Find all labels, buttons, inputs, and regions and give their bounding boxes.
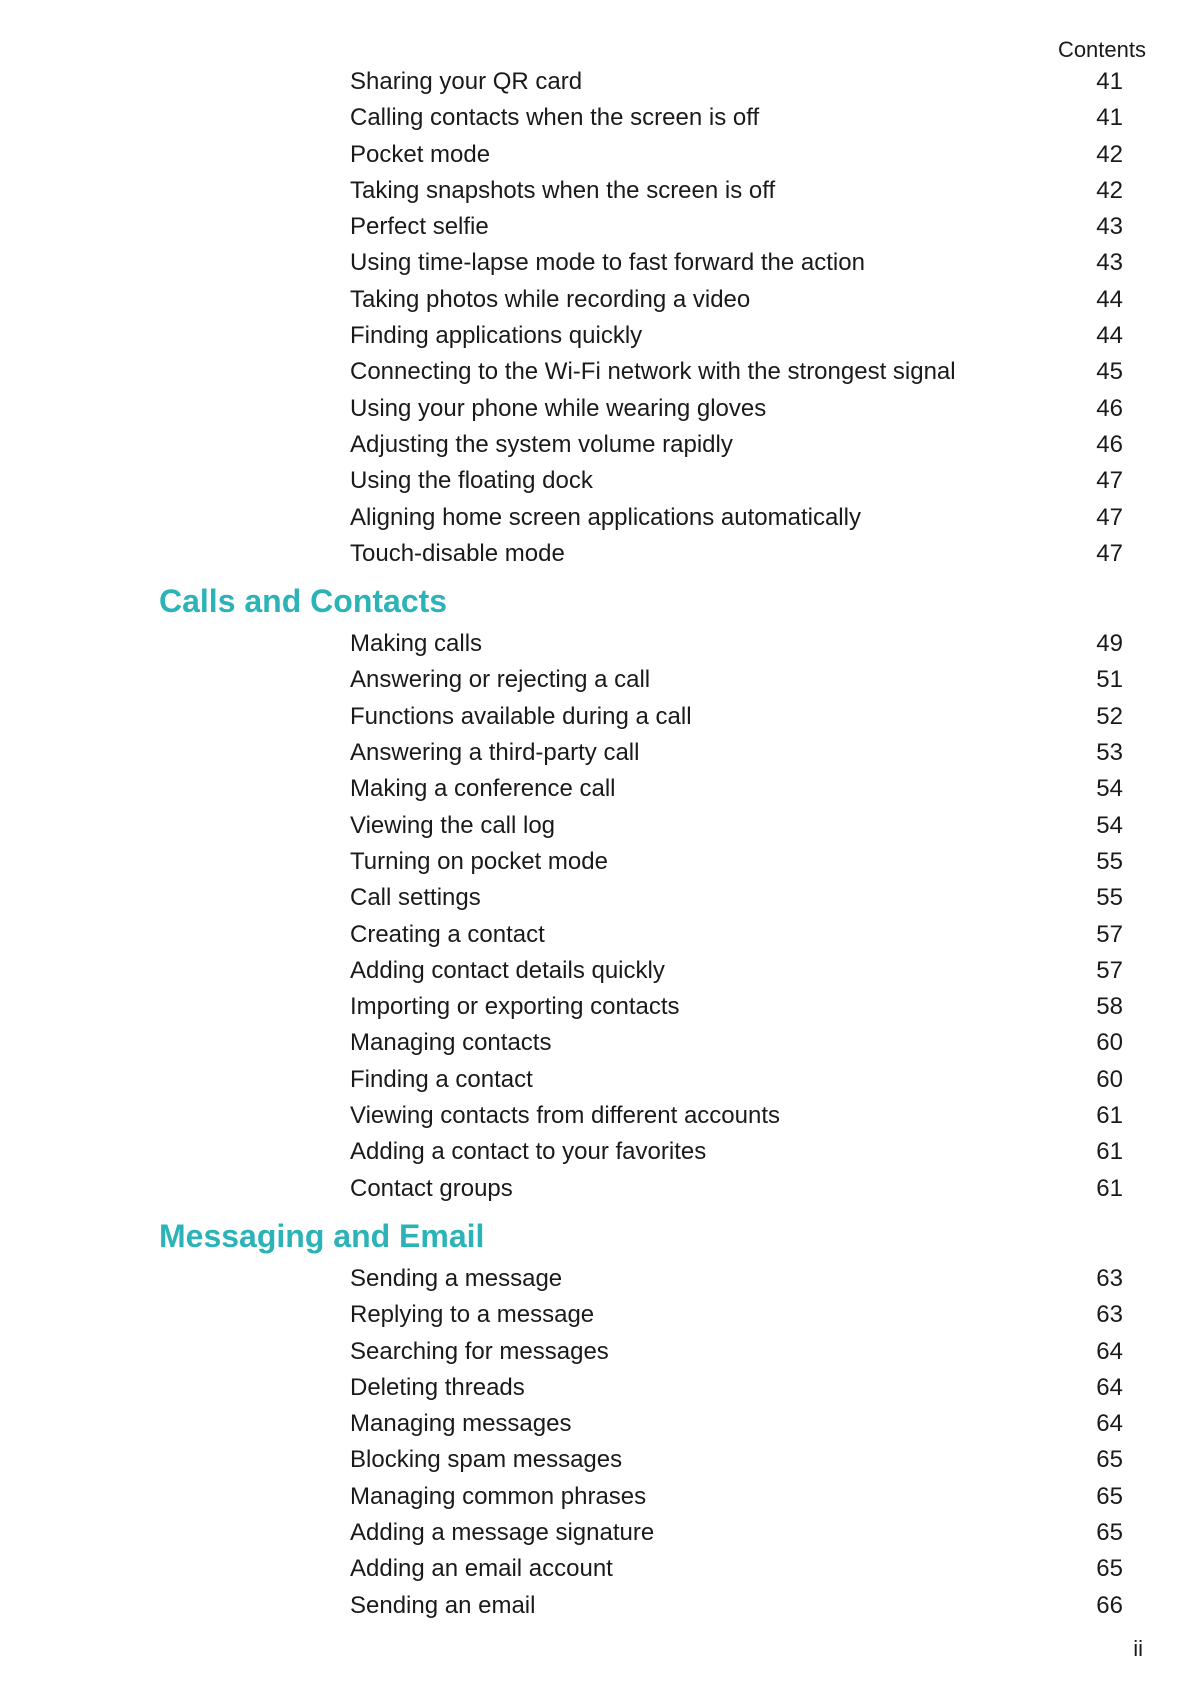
toc-entry-title[interactable]: Call settings [350,884,481,912]
toc-entry[interactable] [0,1588,1191,1624]
toc-entry-title[interactable]: Blocking spam messages [350,1446,623,1474]
toc-section-heading-text[interactable]: Messaging and Email [159,1217,485,1254]
toc-entry-title[interactable]: Sharing your QR card [350,68,583,95]
toc-entry-title[interactable]: Sending an email [350,1591,536,1619]
toc-entry[interactable] [0,427,1191,463]
toc-entry[interactable] [0,953,1191,989]
toc-entry-page-number[interactable]: 61 [1096,1174,1123,1202]
toc-entry-page-number[interactable]: 47 [1096,539,1123,567]
toc-entry-page-number[interactable]: 43 [1096,249,1123,277]
toc-entry-title[interactable]: Viewing the call log [350,811,556,839]
toc-entry[interactable] [0,735,1191,771]
toc-entry-title[interactable]: Viewing contacts from different accounts [350,1102,781,1130]
toc-entry-title[interactable]: Replying to a message [350,1301,595,1329]
toc-entry-page-number[interactable]: 58 [1096,993,1123,1021]
toc-entry[interactable] [0,808,1191,844]
toc-entry-title[interactable]: Managing contacts [350,1029,552,1057]
toc-entry-page-number[interactable]: 66 [1096,1591,1123,1619]
toc-entry-page-number[interactable]: 65 [1096,1555,1123,1583]
toc-entry-title[interactable]: Perfect selfie [350,213,489,241]
toc-entry[interactable] [0,1171,1191,1207]
toc-entry-title[interactable]: Using your phone while wearing gloves [350,394,767,422]
toc-entry-page-number[interactable]: 63 [1096,1264,1123,1292]
toc-entry-page-number[interactable]: 47 [1096,503,1123,531]
toc-entry[interactable] [0,1261,1191,1297]
toc-entry-page-number[interactable]: 61 [1096,1102,1123,1130]
toc-entry-title[interactable]: Touch-disable mode [350,539,565,567]
toc-entry-page-number[interactable]: 64 [1096,1373,1123,1401]
toc-entry-title[interactable]: Managing messages [350,1410,572,1438]
toc-entry-page-number[interactable]: 44 [1096,285,1123,313]
toc-entry-page-number[interactable]: 63 [1096,1301,1123,1329]
toc-entry-title[interactable]: Finding a contact [350,1065,533,1093]
toc-entry-title[interactable]: Deleting threads [350,1373,525,1401]
toc-entry-page-number[interactable]: 65 [1096,1446,1123,1474]
toc-entry-page-number[interactable]: 41 [1096,104,1123,132]
toc-entry[interactable] [0,1442,1191,1478]
toc-entry[interactable] [0,1551,1191,1587]
toc-entry[interactable] [0,282,1191,318]
page-number: ii [1133,1636,1143,1661]
toc-entry[interactable] [0,245,1191,281]
toc-entry[interactable] [0,173,1191,209]
toc-entry-title[interactable]: Finding applications quickly [350,322,643,350]
toc-entry-page-number[interactable]: 61 [1096,1138,1123,1166]
toc-entry[interactable] [0,880,1191,916]
toc-entry-page-number[interactable]: 53 [1096,739,1123,767]
toc-entry[interactable] [0,209,1191,245]
toc-entry[interactable] [0,1406,1191,1442]
toc-entry-title[interactable]: Importing or exporting contacts [350,993,680,1021]
toc-entry-page-number[interactable]: 55 [1096,847,1123,875]
toc-entry-page-number[interactable]: 42 [1096,140,1123,168]
toc-entry-title[interactable]: Making a conference call [350,775,616,803]
toc-entry-title[interactable]: Calling contacts when the screen is off [350,104,760,132]
toc-entry[interactable] [0,318,1191,354]
toc-entry-title[interactable]: Adjusting the system volume rapidly [350,430,733,458]
toc-entry-title[interactable]: Using time-lapse mode to fast forward the action [350,249,865,277]
toc-entry[interactable] [0,536,1191,572]
toc-entry[interactable] [0,1334,1191,1370]
toc-section-heading[interactable] [0,1207,1191,1261]
toc-entry-page-number[interactable]: 65 [1096,1482,1123,1510]
toc-entry[interactable] [0,989,1191,1025]
toc-entry[interactable] [0,463,1191,499]
toc-entry-title[interactable]: Taking photos while recording a video [350,285,751,313]
toc-entry-title[interactable]: Using the floating dock [350,467,593,495]
toc-entry-page-number[interactable]: 54 [1096,811,1123,839]
toc-entry-page-number[interactable]: 44 [1096,322,1123,350]
toc-entry-page-number[interactable]: 57 [1096,920,1123,948]
toc-entry-title[interactable]: Searching for messages [350,1337,609,1365]
toc-entry-title[interactable]: Adding a message signature [350,1518,655,1546]
toc-entry-page-number[interactable]: 60 [1096,1029,1123,1057]
toc-entry[interactable] [0,662,1191,698]
page-header-label: Contents [1057,37,1146,62]
toc-entry-title[interactable]: Creating a contact [350,920,545,948]
toc-entry[interactable] [0,1297,1191,1333]
toc-entry-title[interactable]: Answering or rejecting a call [350,666,651,694]
toc-entry-page-number[interactable]: 49 [1096,630,1123,658]
toc-entry-page-number[interactable]: 57 [1096,956,1123,984]
toc-entry-title[interactable]: Turning on pocket mode [350,847,608,875]
toc-entry-title[interactable]: Functions available during a call [350,702,692,730]
toc-entry-title[interactable]: Aligning home screen applications automatically [350,503,861,531]
toc-entry-page-number[interactable]: 41 [1096,68,1123,95]
toc-entry[interactable] [0,354,1191,390]
toc-entry-title[interactable]: Taking snapshots when the screen is off [350,176,776,204]
toc-entry[interactable] [0,500,1191,536]
toc-entry-page-number[interactable]: 45 [1096,358,1123,386]
toc-entry-title[interactable]: Managing common phrases [350,1482,647,1510]
toc-entry[interactable] [0,844,1191,880]
toc-entry-page-number[interactable]: 52 [1096,702,1123,730]
toc-entry[interactable] [0,1098,1191,1134]
toc-entry[interactable] [0,64,1191,100]
toc-entry-title[interactable]: Contact groups [350,1174,513,1202]
toc-entry[interactable] [0,100,1191,136]
toc-entry-title[interactable]: Making calls [350,630,483,658]
toc-entry-page-number[interactable]: 54 [1096,775,1123,803]
toc-entry-page-number[interactable]: 64 [1096,1337,1123,1365]
toc-entry-page-number[interactable]: 46 [1096,394,1123,422]
toc-entry-title[interactable]: Sending a message [350,1264,563,1292]
toc-entry-title[interactable]: Adding an email account [350,1555,613,1583]
toc-entry-title[interactable]: Pocket mode [350,140,491,168]
toc-entry-page-number[interactable]: 51 [1096,666,1123,694]
toc-entry-title[interactable]: Adding a contact to your favorites [350,1138,707,1166]
toc-entry[interactable] [0,391,1191,427]
toc-entry[interactable] [0,1370,1191,1406]
toc-entry-page-number[interactable]: 64 [1096,1410,1123,1438]
toc-entry[interactable] [0,1479,1191,1515]
toc-section-heading[interactable] [0,572,1191,626]
toc-entry-page-number[interactable]: 55 [1096,884,1123,912]
toc-entry-page-number[interactable]: 65 [1096,1518,1123,1546]
toc-entry-page-number[interactable]: 60 [1096,1065,1123,1093]
toc-entry[interactable] [0,626,1191,662]
toc-entry[interactable] [0,699,1191,735]
toc-entry[interactable] [0,917,1191,953]
toc-entry[interactable] [0,1062,1191,1098]
toc-entry[interactable] [0,771,1191,807]
toc-entry-title[interactable]: Adding contact details quickly [350,956,665,984]
toc-entry-page-number[interactable]: 47 [1096,467,1123,495]
toc-section-heading-text[interactable]: Calls and Contacts [159,583,448,620]
toc-entry-page-number[interactable]: 46 [1096,430,1123,458]
toc-entry-title[interactable]: Answering a third-party call [350,739,640,767]
toc-entry[interactable] [0,1134,1191,1170]
toc-entry[interactable] [0,1515,1191,1551]
toc-entry-title[interactable]: Connecting to the Wi-Fi network with the strongest signal [350,358,956,386]
toc-entry-page-number[interactable]: 43 [1096,213,1123,241]
table-of-contents [0,64,1191,1624]
toc-entry[interactable] [0,1025,1191,1061]
toc-entry-page-number[interactable]: 42 [1096,176,1123,204]
toc-entry[interactable] [0,137,1191,173]
